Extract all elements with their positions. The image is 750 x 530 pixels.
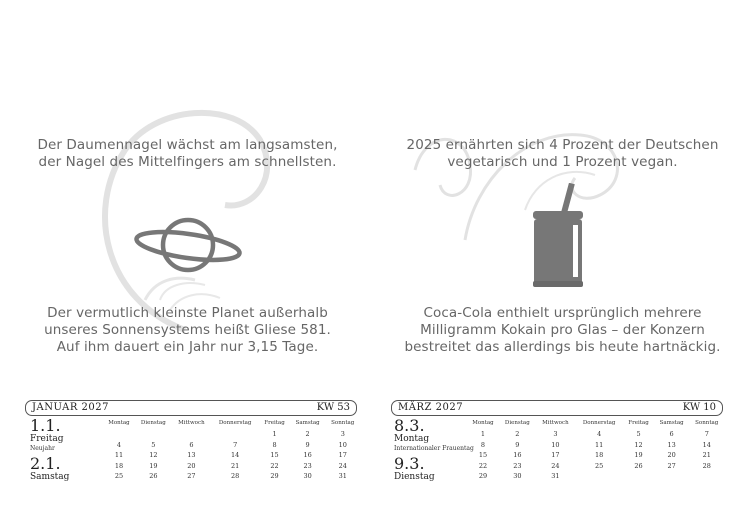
soda-can-icon — [531, 183, 587, 289]
day-cell: 10 — [551, 440, 560, 449]
week-row — [467, 461, 724, 472]
week-row — [467, 450, 724, 461]
day-date: 2.1. — [30, 454, 61, 473]
week-row — [103, 471, 360, 482]
day-cell: 3 — [553, 430, 558, 439]
day-name: Dienstag — [394, 472, 435, 482]
day-cell: 12 — [634, 440, 643, 449]
day-cell: 7 — [704, 430, 709, 439]
fact-line: Milligramm Kokain pro Glas – der Konzern — [420, 322, 705, 338]
month-grid — [467, 416, 724, 482]
day-cell: 28 — [231, 472, 240, 481]
day-cell: 5 — [636, 430, 641, 439]
weekday-label: Donnerstag — [582, 419, 616, 426]
month-grid — [103, 416, 360, 482]
day-cell — [172, 429, 211, 440]
weekday-label: Montag — [108, 419, 130, 426]
weekday-label: Sonntag — [331, 419, 355, 426]
weekday-header-row — [103, 416, 360, 429]
day-cell: 24 — [551, 461, 560, 470]
day-cell: 29 — [478, 472, 488, 481]
day-cell: 8 — [272, 440, 277, 449]
weekday-label: Mittwoch — [178, 419, 205, 426]
day-cell: 17 — [338, 451, 347, 460]
weekday-label: Sonntag — [695, 419, 719, 426]
week-row — [103, 450, 360, 461]
day-cell: 31 — [551, 472, 560, 481]
weekday-label: Donnerstag — [218, 419, 252, 426]
fact-line: 2025 ernährten sich 4 Prozent der Deutschen — [406, 137, 719, 153]
day-cell — [690, 471, 724, 482]
day-cell: 9 — [305, 440, 310, 449]
day-cell: 16 — [513, 451, 522, 460]
day-entry — [30, 456, 69, 483]
decorative-swirl-icon — [405, 110, 635, 250]
weekday-label: Dienstag — [504, 419, 530, 426]
day-cell: 29 — [270, 472, 279, 481]
day-name: Montag — [394, 434, 430, 444]
day-cell: 13 — [187, 451, 196, 460]
fact-line: vegetarisch und 1 Prozent vegan. — [447, 154, 678, 170]
day-date: 1.1. — [30, 416, 61, 435]
day-cell: 30 — [303, 472, 312, 481]
weekday-label: Freitag — [264, 419, 285, 426]
week-row — [467, 429, 724, 440]
fact-line: der Nagel des Mittelfingers am schnellsten. — [38, 154, 337, 170]
day-cell: 6 — [189, 440, 194, 449]
day-cell — [654, 471, 690, 482]
fact-line: Coca-Cola enthielt ursprünglich mehrere — [423, 305, 702, 321]
day-cell: 22 — [478, 461, 488, 470]
fact-line: Auf ihm dauert ein Jahr nur 3,15 Tage. — [56, 339, 319, 355]
day-cell: 17 — [551, 451, 560, 460]
day-cell: 14 — [231, 451, 240, 460]
day-cell: 27 — [667, 461, 676, 470]
day-cell: 15 — [270, 451, 279, 460]
day-cell: 7 — [233, 440, 238, 449]
day-cell: 23 — [303, 461, 312, 470]
weekday-label: Mittwoch — [542, 419, 569, 426]
day-cell: 31 — [338, 472, 347, 481]
day-cell: 6 — [669, 430, 674, 439]
day-cell: 12 — [149, 451, 158, 460]
week-row — [467, 440, 724, 451]
day-cell: 25 — [114, 472, 124, 481]
day-name: Samstag — [30, 472, 70, 482]
day-cell: 16 — [303, 451, 312, 460]
fact-line: bestreitet das allerdings bis heute hartnäckig. — [404, 339, 721, 355]
day-cell: 18 — [114, 461, 124, 470]
day-cell: 21 — [231, 461, 240, 470]
day-cell: 15 — [478, 451, 488, 460]
day-cell: 24 — [338, 461, 347, 470]
day-cell: 20 — [187, 461, 196, 470]
day-cell: 4 — [597, 430, 602, 439]
weekday-label: Samstag — [295, 419, 320, 426]
day-cell: 4 — [116, 440, 122, 449]
day-cell: 10 — [338, 440, 347, 449]
day-cell: 11 — [114, 451, 124, 460]
fact-bottom-text — [375, 305, 750, 356]
day-cell — [211, 429, 259, 440]
day-cell: 3 — [340, 430, 345, 439]
fact-bottom-text — [0, 305, 375, 356]
week-number: KW 53 — [316, 402, 350, 413]
day-cell: 21 — [702, 451, 711, 460]
day-cell: 30 — [513, 472, 522, 481]
planet-icon — [133, 213, 243, 278]
day-entry — [394, 418, 474, 453]
day-cell: 27 — [187, 472, 196, 481]
day-cell: 8 — [480, 440, 486, 449]
calendar-header — [391, 400, 723, 416]
day-cell: 2 — [305, 430, 310, 439]
day-cell: 19 — [634, 451, 643, 460]
day-cell: 26 — [634, 461, 643, 470]
day-cell: 28 — [702, 461, 711, 470]
calendar-header — [25, 400, 357, 416]
day-cell: 20 — [667, 451, 676, 460]
week-row — [103, 461, 360, 472]
day-cell: 26 — [149, 472, 158, 481]
week-row — [467, 471, 724, 482]
day-cell: 1 — [272, 430, 277, 439]
month-label: MÄRZ 2027 — [398, 402, 464, 413]
day-cell — [103, 429, 135, 440]
weekday-label: Samstag — [659, 419, 684, 426]
day-cell: 1 — [480, 430, 486, 439]
day-cell — [623, 471, 653, 482]
day-cell: 18 — [595, 451, 604, 460]
week-row — [103, 440, 360, 451]
day-cell — [575, 471, 623, 482]
day-cell: 23 — [513, 461, 522, 470]
weekday-header-row — [467, 416, 724, 429]
fact-top-text — [375, 137, 750, 171]
day-cell: 5 — [151, 440, 156, 449]
fact-top-text — [0, 137, 375, 171]
holiday-label: Neujahr — [30, 445, 55, 452]
day-entry — [394, 456, 435, 483]
fact-line: Der vermutlich kleinste Planet außerhalb — [47, 305, 328, 321]
day-name: Freitag — [30, 434, 64, 444]
day-cell: 25 — [595, 461, 604, 470]
day-cell: 22 — [270, 461, 279, 470]
week-row — [103, 429, 360, 440]
day-cell: 9 — [515, 440, 520, 449]
day-cell: 14 — [702, 440, 711, 449]
right-page — [375, 0, 750, 530]
weekday-label: Freitag — [628, 419, 649, 426]
week-number: KW 10 — [682, 402, 716, 413]
day-cell: 2 — [515, 430, 520, 439]
day-date: 8.3. — [394, 416, 425, 435]
fact-line: unseres Sonnensystems heißt Gliese 581. — [44, 322, 331, 338]
weekday-label: Dienstag — [140, 419, 166, 426]
day-cell — [135, 429, 172, 440]
holiday-label: Internationaler Frauentag — [394, 445, 474, 452]
day-cell: 11 — [595, 440, 604, 449]
month-label: JANUAR 2027 — [32, 402, 109, 413]
day-cell: 13 — [667, 440, 676, 449]
day-cell: 19 — [149, 461, 158, 470]
day-date: 9.3. — [394, 454, 425, 473]
weekday-label: Montag — [472, 419, 494, 426]
fact-line: Der Daumennagel wächst am langsamsten, — [37, 137, 338, 153]
day-entry — [30, 418, 64, 453]
